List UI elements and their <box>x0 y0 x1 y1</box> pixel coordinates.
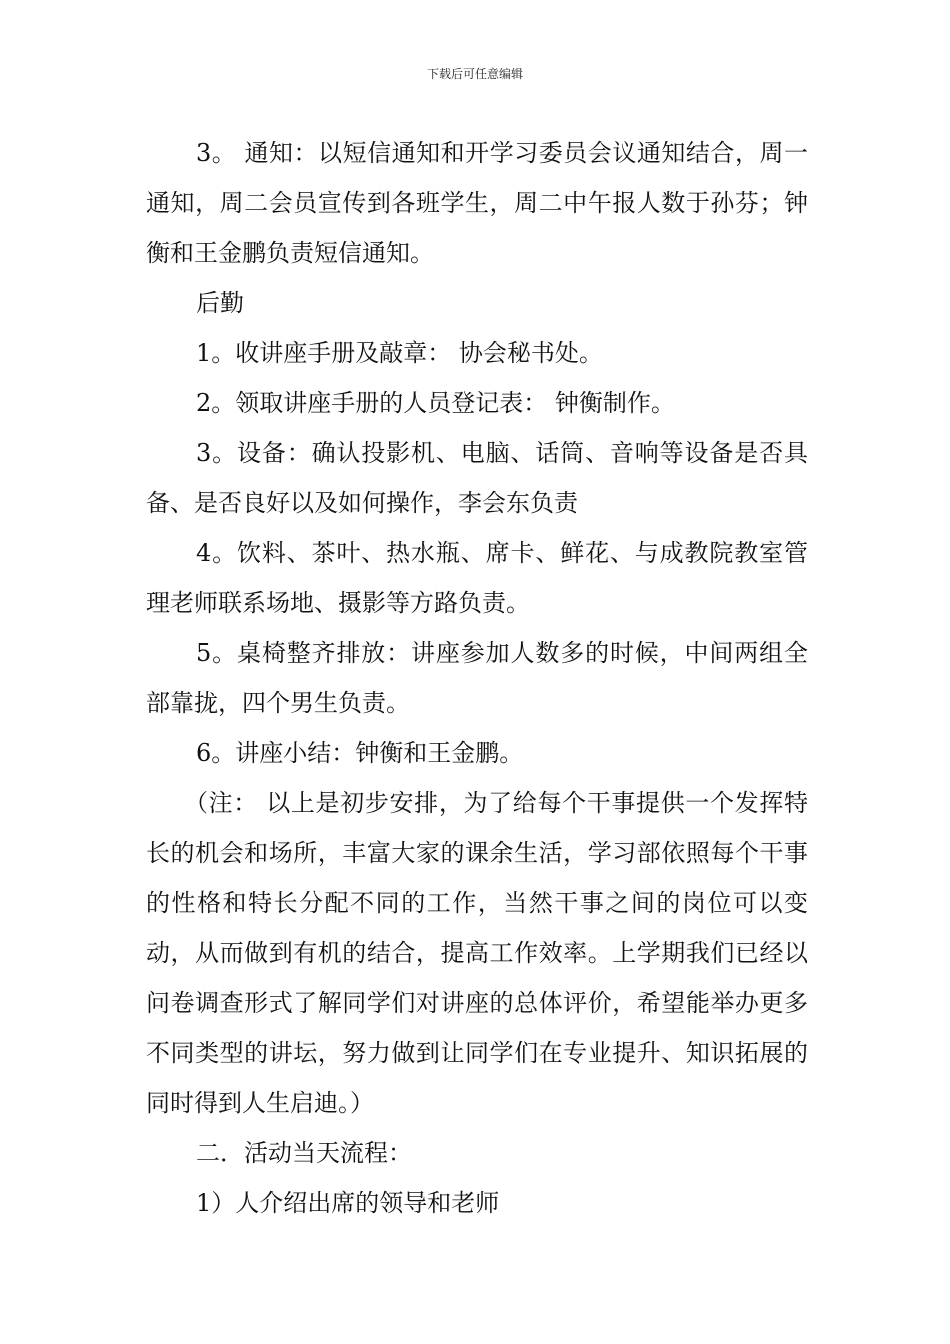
paragraph-event-flow-1: 1）人介绍出席的领导和老师 <box>196 1189 500 1217</box>
paragraph-logistics-1: 1。收讲座手册及敲章： 协会秘书处。 <box>196 339 603 367</box>
document-body <box>146 128 808 1228</box>
paragraph-logistics-2: 2。领取讲座手册的人员登记表： 钟衡制作。 <box>196 389 675 417</box>
paragraph-logistics-6: 6。讲座小结：钟衡和王金鹏。 <box>196 739 524 767</box>
paragraph-logistics-5: 5。桌椅整齐排放：讲座参加人数多的时候，中间两组全部靠拢，四个男生负责。 <box>146 639 808 717</box>
paragraph-logistics-3: 3。设备：确认投影机、电脑、话筒、音响等设备是否具备、是否良好以及如何操作，李会东负责 <box>146 439 808 517</box>
paragraph-event-flow-heading: 二．活动当天流程： <box>196 1139 412 1167</box>
page-header: 下载后可任意编辑 <box>426 67 523 81</box>
paragraph-logistics-heading: 后勤 <box>196 289 244 317</box>
paragraph-logistics-4: 4。饮料、茶叶、热水瓶、席卡、鲜花、与成教院教室管理老师联系场地、摄影等方路负责。 <box>146 539 808 617</box>
paragraph-note: （注： 以上是初步安排，为了给每个干事提供一个发挥特长的机会和场所，丰富大家的课余生活，学习部依照每个干事的性格和特长分配不同的工作，当然干事之间的岗位可以变动，从而做到有机的结合，提高工作效率。上学期我们已经以问卷调查形式了解同学们对讲座的总体评价，希望能举办更多不同类型的讲坛，努力做到让同学们在专业提升、知识拓展的同时得到人生启迪。） <box>146 789 808 1117</box>
paragraph-notification: 3。 通知：以短信通知和开学习委员会议通知结合，周一通知，周二会员宣传到各班学生，周二中午报人数于孙芬；钟衡和王金鹏负责短信通知。 <box>146 139 808 267</box>
